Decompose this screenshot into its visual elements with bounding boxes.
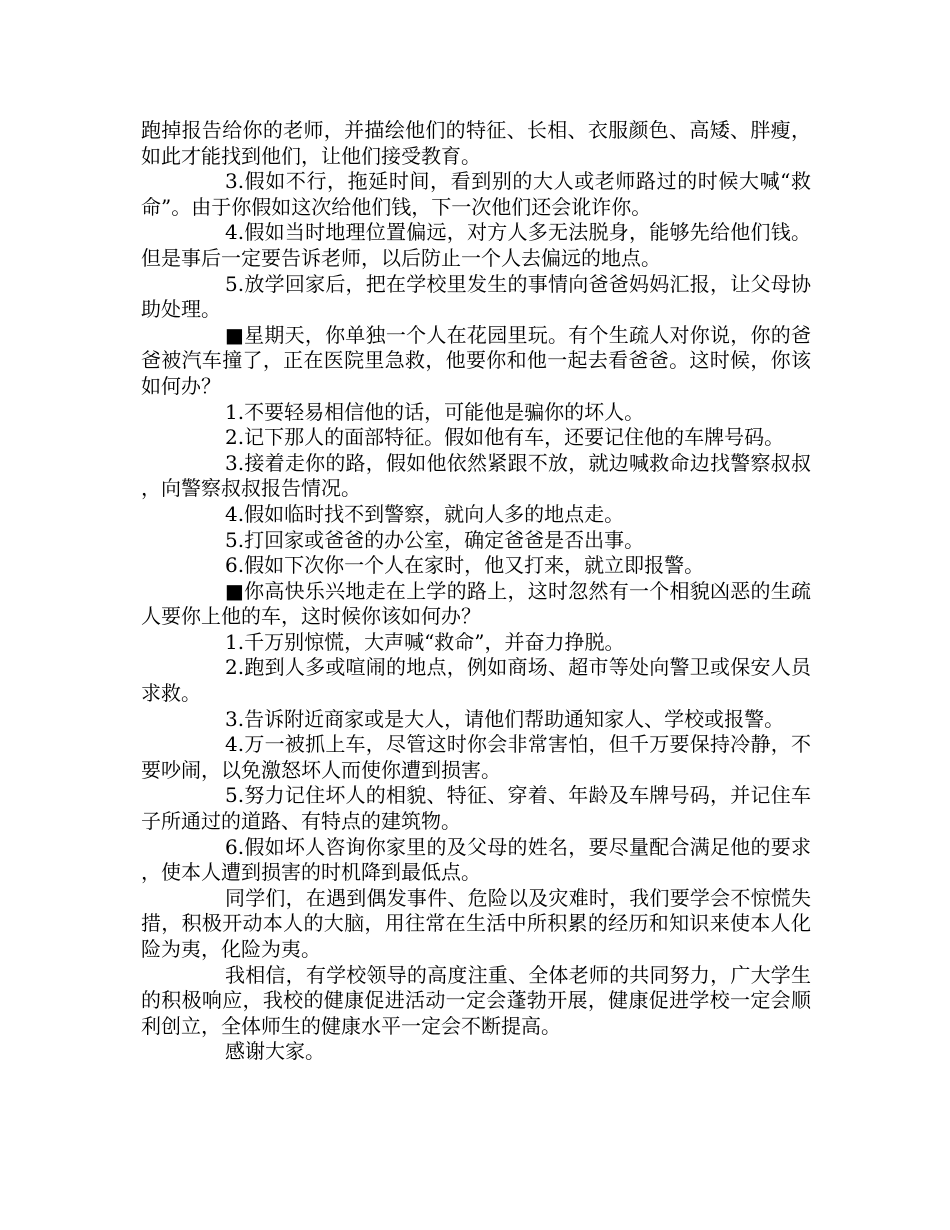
paragraph: 1.不要轻易相信他的话，可能他是骗你的坏人。 [225,399,645,424]
paragraph: 4.万一被抓上车，尽管这时你会非常害怕，但千万要保持冷静，不要吵闹，以免激怒坏人而使你遭到损害。 [141,732,811,782]
paragraph: 2.记下那人的面部特征。假如他有车，还要记住他的车牌号码。 [225,425,785,450]
paragraph: 跑掉报告给你的老师，并描绘他们的特征、长相、衣服颜色、高矮、胖瘦，如此才能找到他们，让他们接受教育。 [141,118,811,168]
paragraph: 4.假如临时找不到警察，就向人多的地点走。 [225,501,625,526]
paragraph: 我相信，有学校领导的高度注重、全体老师的共同努力，广大学生的积极响应，我校的健康促进活动一定会蓬勃开展，健康促进学校一定会顺利创立，全体师生的健康水平一定会不断提高。 [141,962,811,1038]
paragraph: 6.假如下次你一个人在家时，他又打来，就立即报警。 [225,553,705,578]
paragraph: 5.努力记住坏人的相貌、特征、穿着、年龄及车牌号码，并记住车子所通过的道路、有特点的建筑物。 [141,783,811,834]
paragraph: 1.千万别惊慌，大声喊“救命”，并奋力挣脱。 [225,629,625,654]
paragraph: 3.接着走你的路，假如他依然紧跟不放，就边喊救命边找警察叔叔，向警察叔叔报告情况。 [141,450,811,501]
paragraph: 2.跑到人多或喧闹的地点，例如商场、超市等处向警卫或保安人员求救。 [141,655,811,706]
paragraph: 3.假如不行，拖延时间，看到别的大人或老师路过的时候大喊“救命”。由于你假如这次给他们钱，下一次他们还会讹诈你。 [141,169,811,219]
paragraph: 感谢大家。 [225,1039,325,1064]
paragraph: 4.假如当时地理位置偏远，对方人多无法脱身，能够先给他们钱。但是事后一定要告诉老师，以后防止一个人去偏远的地点。 [141,220,811,270]
paragraph: 6.假如坏人咨询你家里的及父母的姓名，要尽量配合满足他的要求，使本人遭到损害的时机降到最低点。 [141,834,811,885]
paragraph: ■你高快乐兴地走在上学的路上，这时忽然有一个相貌凶恶的生疏人要你上他的车，这时候你该如何办？ [141,578,811,629]
paragraph: 同学们，在遇到偶发事件、危险以及灾难时，我们要学会不惊慌失措，积极开动本人的大脑，用往常在生活中所积累的经历和知识来使本人化险为夷，化险为夷。 [141,885,811,961]
paragraph: ■星期天，你单独一个人在花园里玩。有个生疏人对你说，你的爸爸被汽车撞了，正在医院里急救，他要你和他一起去看爸爸。这时候，你该如何办？ [141,322,811,398]
paragraph: 5.放学回家后，把在学校里发生的事情向爸爸妈妈汇报，让父母协助处理。 [141,271,811,322]
document-body [141,118,811,1065]
paragraph: 5.打回家或爸爸的办公室，确定爸爸是否出事。 [225,527,645,552]
paragraph: 3.告诉附近商家或是大人，请他们帮助通知家人、学校或报警。 [225,706,785,731]
